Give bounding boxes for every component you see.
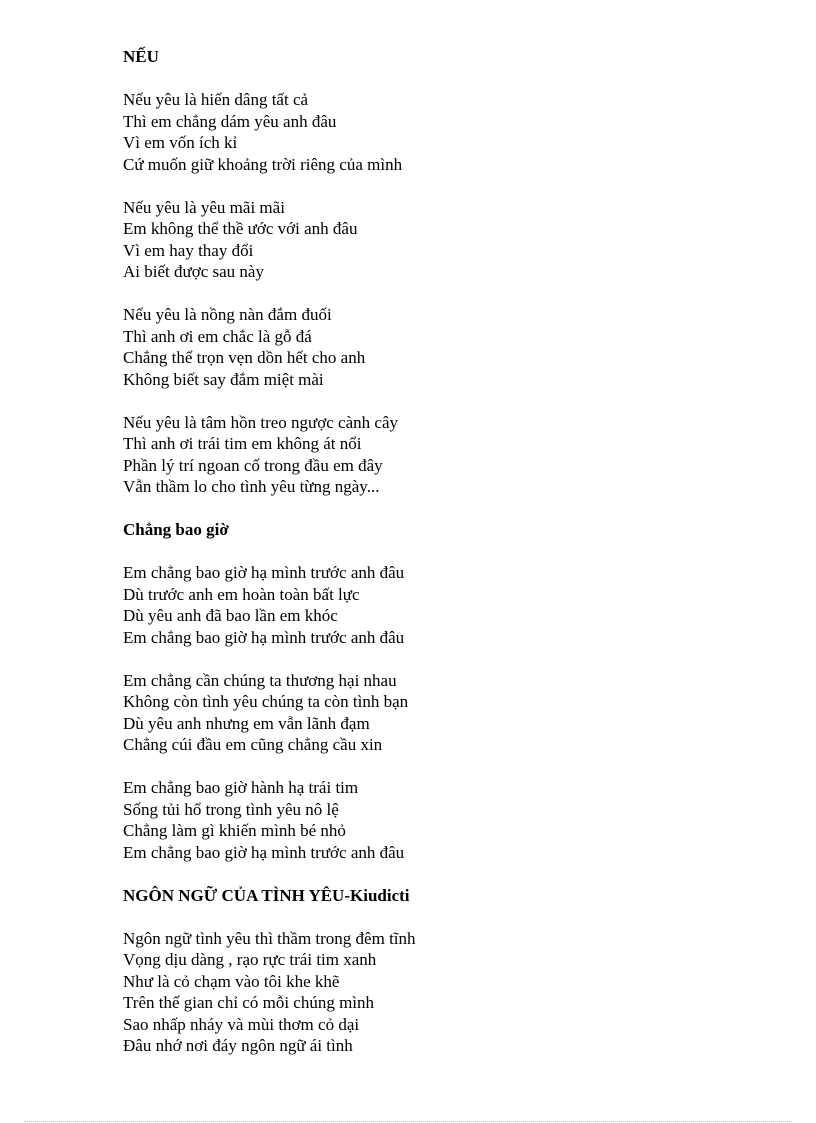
poem-line: Em không thể thề ước với anh đâu bbox=[123, 219, 358, 238]
poem-line: Trên thế gian chỉ có mỗi chúng mình bbox=[123, 993, 375, 1012]
poem-line: Dù trước anh em hoàn toàn bất lực bbox=[123, 584, 360, 604]
poem-line: Thì anh ơi em chắc là gỗ đá bbox=[123, 326, 312, 346]
poem-line: Sao nhấp nháy và mùi thơm cỏ dại bbox=[123, 1014, 360, 1034]
stanza bbox=[123, 412, 783, 498]
poem-line: Không còn tình yêu chúng ta còn tình bạn bbox=[123, 692, 409, 711]
poem-line: Thì anh ơi trái tim em không át nổi bbox=[123, 434, 362, 453]
poem-line: Như là cỏ chạm vào tôi khe khẽ bbox=[123, 971, 340, 991]
stanza bbox=[123, 777, 783, 863]
stanza bbox=[123, 562, 783, 648]
stanza bbox=[123, 928, 783, 1057]
document-page bbox=[123, 46, 783, 1078]
poem-line: Chẳng làm gì khiến mình bé nhỏ bbox=[123, 821, 346, 840]
poem-title: NẾU bbox=[123, 47, 159, 66]
poem-line: Đâu nhớ nơi đáy ngôn ngữ ái tình bbox=[123, 1036, 353, 1055]
poem-line: Dù yêu anh đã bao lần em khóc bbox=[123, 606, 338, 625]
poem-line: Vì em hay thay đổi bbox=[123, 240, 254, 260]
poem-line: Em chẳng bao giờ hạ mình trước anh đâu bbox=[123, 842, 405, 862]
poem-line: Em chẳng bao giờ hành hạ trái tim bbox=[123, 778, 359, 797]
page-bottom-divider bbox=[24, 1121, 792, 1122]
poem-line: Chẳng thể trọn vẹn dồn hết cho anh bbox=[123, 348, 366, 367]
poem-line: Em chẳng bao giờ hạ mình trước anh đâu bbox=[123, 563, 405, 582]
poem-line: Dù yêu anh nhưng em vẫn lãnh đạm bbox=[123, 713, 370, 733]
poem-line: Nếu yêu là yêu mãi mãi bbox=[123, 197, 285, 217]
poem-line: Nếu yêu là tâm hồn treo ngược cành cây bbox=[123, 412, 398, 432]
poem-title: Chẳng bao giờ bbox=[123, 520, 229, 539]
stanza bbox=[123, 197, 783, 283]
stanza bbox=[123, 670, 783, 756]
stanza bbox=[123, 89, 783, 175]
poem-line: Vì em vốn ích kỉ bbox=[123, 133, 238, 152]
poem-line: Em chẳng cần chúng ta thương hại nhau bbox=[123, 670, 397, 690]
poem-line: Nếu yêu là nồng nàn đắm đuối bbox=[123, 305, 332, 324]
poem-line: Ai biết được sau này bbox=[123, 262, 264, 281]
poem-line: Không biết say đắm miệt mài bbox=[123, 369, 324, 389]
poem-line: Thì em chẳng dám yêu anh đâu bbox=[123, 111, 337, 131]
poem-title: NGÔN NGỮ CỦA TÌNH YÊU-Kiudicti bbox=[123, 885, 410, 905]
poem-line: Vọng dịu dàng , rạo rực trái tim xanh bbox=[123, 950, 377, 969]
poem-line: Em chẳng bao giờ hạ mình trước anh đâu bbox=[123, 627, 405, 647]
poem-line: Chẳng cúi đầu em cũng chẳng cầu xin bbox=[123, 735, 383, 754]
poem-line: Nếu yêu là hiến dâng tất cả bbox=[123, 90, 309, 109]
poem-line: Sống tủi hổ trong tình yêu nô lệ bbox=[123, 799, 339, 819]
poem-line: Vẫn thầm lo cho tình yêu từng ngày... bbox=[123, 477, 380, 496]
poem-line: Phần lý trí ngoan cố trong đầu em đây bbox=[123, 455, 383, 475]
poem-line: Ngôn ngữ tình yêu thì thầm trong đêm tĩnh bbox=[123, 928, 416, 948]
stanza bbox=[123, 304, 783, 390]
poem-line: Cứ muốn giữ khoảng trời riêng của mình bbox=[123, 154, 403, 174]
